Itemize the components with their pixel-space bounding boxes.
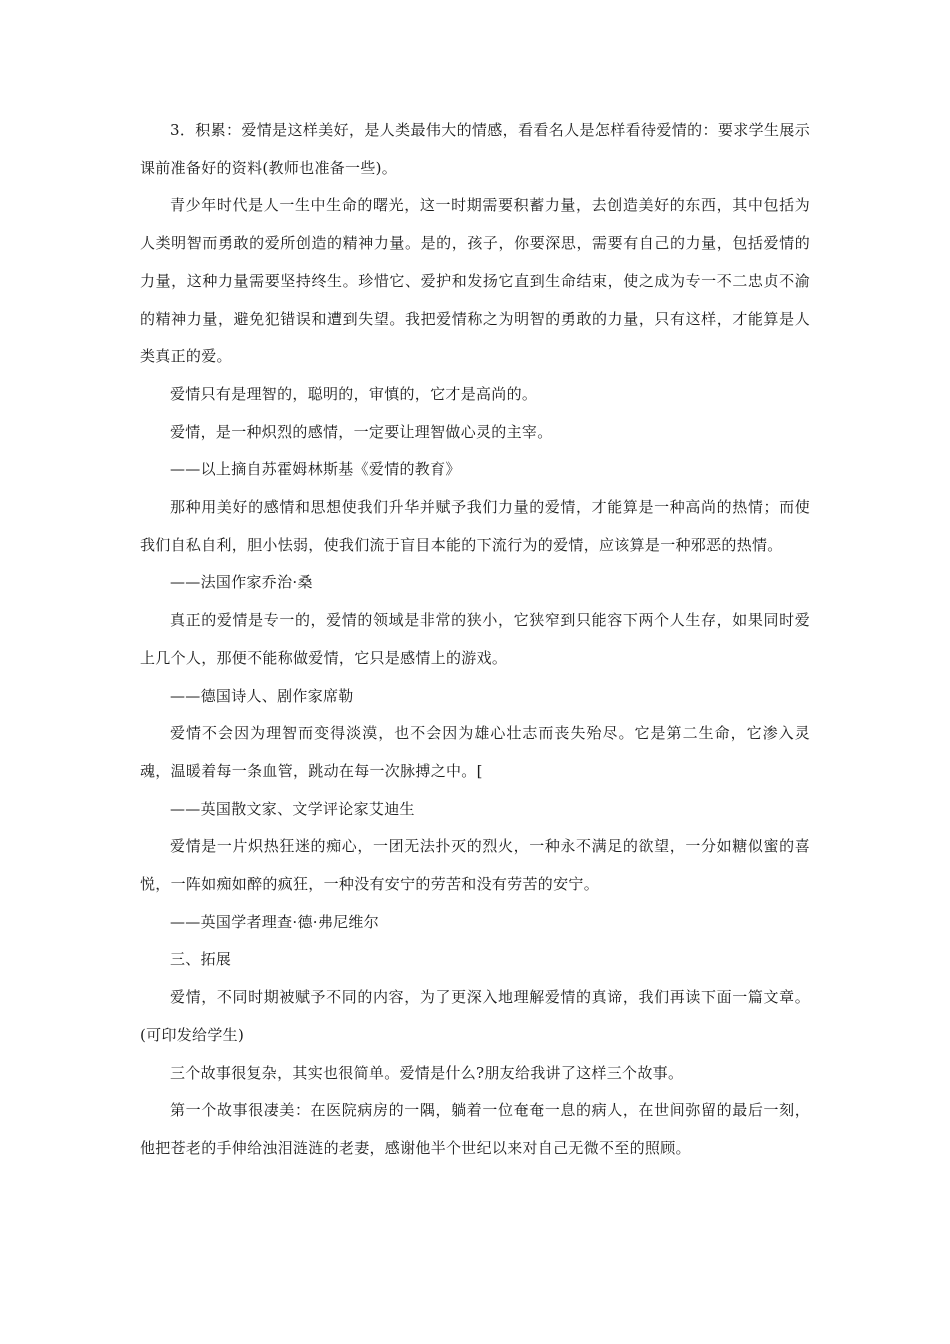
paragraph-reason-quote: 爱情只有是理智的，聪明的，审慎的，它才是高尚的。 bbox=[170, 384, 538, 403]
paragraph-extension-intro: 爱情，不同时期被赋予不同的内容，为了更深入地理解爱情的真谛，我们再读下面一篇文章。(可印发给学生) bbox=[140, 988, 810, 1044]
paragraph-accumulation: 3．积累：爱情是这样美好，是人类最伟大的情感，看看名人是怎样看待爱情的：要求学生展示课前准备好的资料(教师也准备一些)。 bbox=[140, 121, 810, 177]
paragraph-schiller-quote: 真正的爱情是专一的，爱情的领域是非常的狭小，它狭窄到只能容下两个人生存，如果同时爱上几个人，那便不能称做爱情，它只是感情上的游戏。 bbox=[140, 611, 810, 667]
paragraph-furnivall-quote: 爱情是一片炽热狂迷的痴心，一团无法扑灭的烈火，一种永不满足的欲望，一分如糖似蜜的喜悦，一阵如痴如醉的疯狂，一种没有安宁的劳苦和没有劳苦的安宁。 bbox=[140, 837, 810, 894]
paragraph-first-story: 第一个故事很凄美：在医院病房的一隅，躺着一位奄奄一息的病人，在世间弥留的最后一刻，他把苍老的手伸给浊泪涟涟的老妻，感谢他半个世纪以来对自己无微不至的照顾。 bbox=[140, 1101, 810, 1157]
attribution-sukhomlinsky: ——以上摘自苏霍姆林斯基《爱情的教育》 bbox=[170, 460, 461, 479]
paragraph-youth-quote: 青少年时代是人一生中生命的曙光，这一时期需要积蓄力量，去创造美好的东西，其中包括为人类明智而勇敢的爱所创造的精神力量。是的，孩子，你要深思，需要有自己的力量，包括爱情的力量，这种力量需要坚持终生。珍惜它、爱护和发扬它直到生命结束，使之成为专一不二忠贞不渝的精神力量，避免犯错误和遭到失望。我把爱情称之为明智的勇敢的力量，只有这样，才能算是人类真正的爱。 bbox=[140, 196, 810, 366]
attribution-schiller: ——德国诗人、剧作家席勒 bbox=[170, 686, 354, 705]
paragraph-sand-quote: 那种用美好的感情和思想使我们升华并赋予我们力量的爱情，才能算是一种高尚的热情；而使我们自私自利，胆小怯弱，使我们流于盲目本能的下流行为的爱情，应该算是一种邪恶的热情。 bbox=[140, 498, 810, 554]
paragraph-passion-quote: 爱情，是一种炽烈的感情，一定要让理智做心灵的主宰。 bbox=[170, 422, 553, 441]
attribution-addison: ——英国散文家、文学评论家艾迪生 bbox=[170, 799, 415, 818]
attribution-george-sand: ——法国作家乔治·桑 bbox=[170, 573, 313, 592]
attribution-furnivall: ——英国学者理查·德·弗尼维尔 bbox=[170, 912, 380, 931]
section-heading-extension: 三、拓展 bbox=[170, 950, 232, 969]
paragraph-three-stories: 三个故事很复杂，其实也很简单。爱情是什么?朋友给我讲了这样三个故事。 bbox=[170, 1063, 684, 1082]
paragraph-addison-quote: 爱情不会因为理智而变得淡漠，也不会因为雄心壮志而丧失殆尽。它是第二生命，它渗入灵魂，温暖着每一条血管，跳动在每一次脉搏之中。[ bbox=[140, 724, 810, 780]
